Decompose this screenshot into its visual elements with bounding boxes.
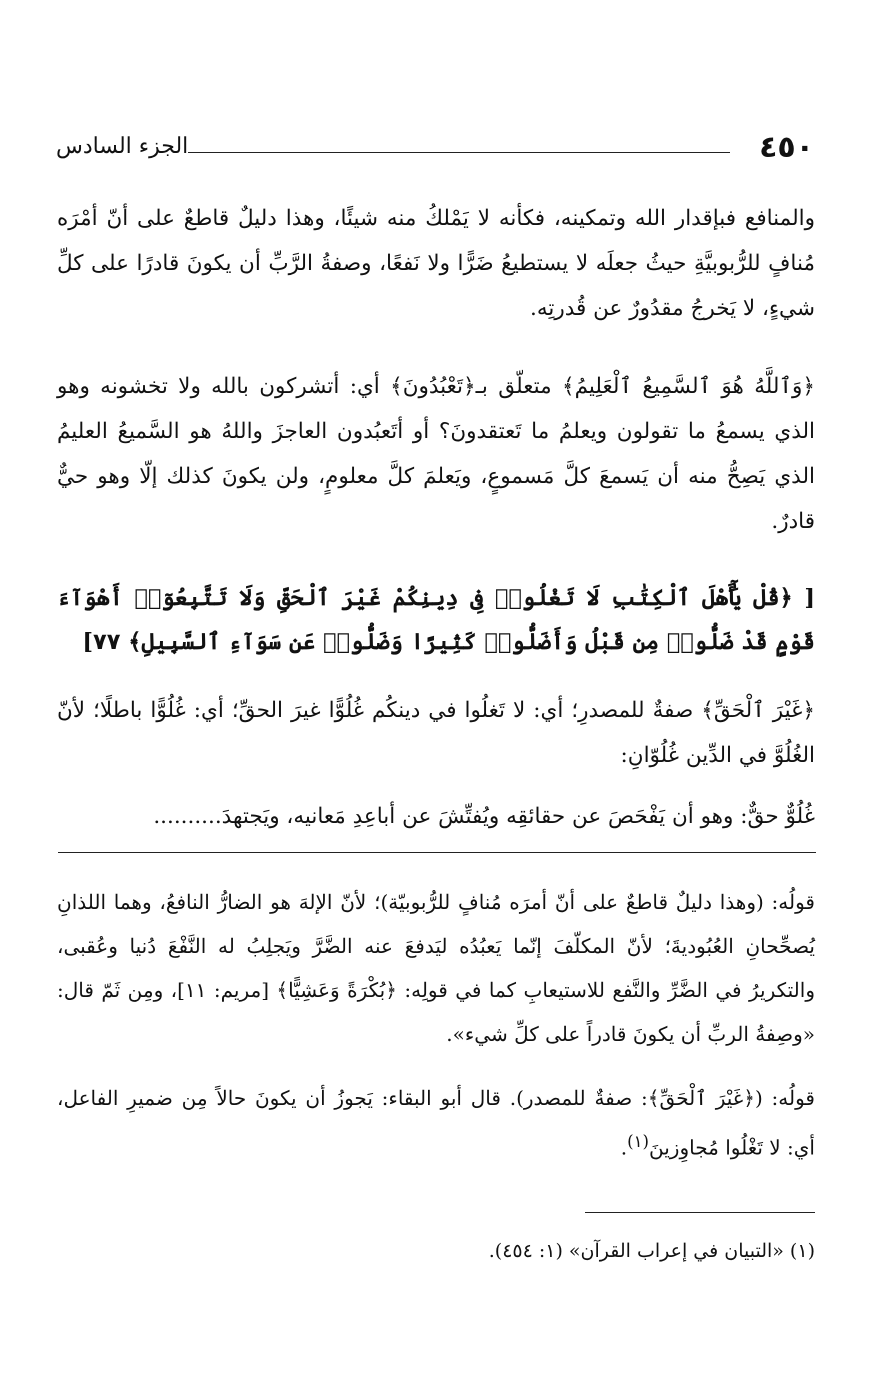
page-number: ٤٥٠ [759, 130, 814, 165]
commentary-paragraph: والمنافع فبإقدار الله وتمكينه، فكأنه لا يَمْلكُ منه شيئًا، وهذا دليلٌ قاطعٌ على أنّ أمْرَه مُنافٍ للرُّبوبيَّةِ حيثُ جعلَه لا يستطيعُ ضَرًّا ولا نَفعًا، وصفةُ الرَّبِّ أن يكونَ قادرًا على كلِّ شيءٍ، لا يَخرجُ مقدُورٌ عن قُدرتِه. [57, 206, 815, 321]
footnote: (١) «التبيان في إعراب القرآن» (١: ٤٥٤). [488, 1240, 815, 1262]
verse-close-bracket: ] [82, 629, 93, 655]
commentary-paragraph: ﴿غَيْرَ ٱلْحَقِّ﴾ صفةٌ للمصدرِ؛ أي: لا تَغلُوا في دينكُم غُلُوًّا غيرَ الحقِّ؛ أي: غُلُوًّا باطلًا؛ لأنّ الغُلُوَّ في الدِّين غُلُوّانِ: [57, 698, 815, 768]
quran-verse [57, 576, 815, 666]
note-text: قولُه: (﴿غَيْرَ ٱلْحَقِّ﴾: صفةٌ للمصدر). قال أبو البقاء: يَجوزُ أن يكونَ حالاً مِن ضميرِ الفاعل، أي: لا تَغْلُوا مُجاوِزينَ [57, 1086, 815, 1160]
note-paragraph: قولُه: (وهذا دليلٌ قاطعٌ على أنّ أمرَه مُنافٍ للرُّبوبيّة)؛ لأنّ الإلهَ هو الضارُّ النافعُ، وهما اللذانِ يُصحِّحانِ العُبُوديةَ؛ لأنّ المكلّفَ إنّما يَعبُدُه ليَدفعَ عنه الضَّرَّ ويَجلِبُ له النَّفْعَ دُنيا وعُقبى، والتكريرُ في الضَّرِّ والنَّفع للاستيعابِ كما في قولِه: ﴿بُكْرَةً وَعَشِيًّا﴾ [مريم: ١١]، ومِن ثَمّ قال: «وصِفةُ الربِّ أن يكونَ قادراً على كلِّ شيء». [57, 890, 815, 1046]
header-rule [188, 152, 730, 153]
marginal-notes [57, 880, 815, 1164]
note-text-end: . [620, 1135, 628, 1160]
commentary-paragraph: غُلُوٌّ حقٌّ: وهو أن يَفْحَصَ عن حقائقِه ويُفتِّشَ عن أباعِدِ مَعانيه، ويَجتهدَ.......... [153, 804, 815, 829]
main-text [57, 196, 815, 840]
footnote-marker: (١) [627, 1132, 650, 1151]
verse-number: ٧٧ [92, 629, 121, 655]
quran-verse-block [57, 576, 815, 666]
notes-separator-rule [58, 852, 816, 853]
verse-text: ﴿قُلْ يَٰٓأَهْلَ ٱلْكِتَٰبِ لَا تَغْلُوا۟ فِى دِينِكُمْ غَيْرَ ٱلْحَقِّ وَلَا تَتَّبِعُوٓا۟ أَهْوَآءَ قَوْمٍ قَدْ ضَلُّوا۟ مِن قَبْلُ وَأَضَلُّوا۟ كَثِيرًا وَضَلُّوا۟ عَن سَوَآءِ ٱلسَّبِيلِ﴾ [57, 585, 815, 655]
commentary-paragraph: ﴿وَٱللَّهُ هُوَ ٱلسَّمِيعُ ٱلْعَلِيمُ﴾ متعلّق بـ﴿تَعْبُدُونَ﴾ أي: أتشركون بالله ولا تخشونه وهو الذي يسمعُ ما تقولون ويعلمُ ما تَعتقدونَ؟ أو أتَعبُدون العاجزَ واللهُ هو السَّميعُ العليمُ الذي يَصِحُّ منه أن يَسمعَ كلَّ مَسموعٍ، ويَعلمَ كلَّ معلومٍ، ولن يكونَ كذلك إلّا وهو حيٌّ قادرٌ. [57, 374, 816, 534]
note-paragraph [57, 1076, 815, 1164]
footnote-rule [585, 1212, 815, 1213]
verse-open-bracket: [ [804, 585, 815, 611]
running-title: الجزء السادس [56, 134, 189, 159]
page-header [56, 132, 814, 172]
